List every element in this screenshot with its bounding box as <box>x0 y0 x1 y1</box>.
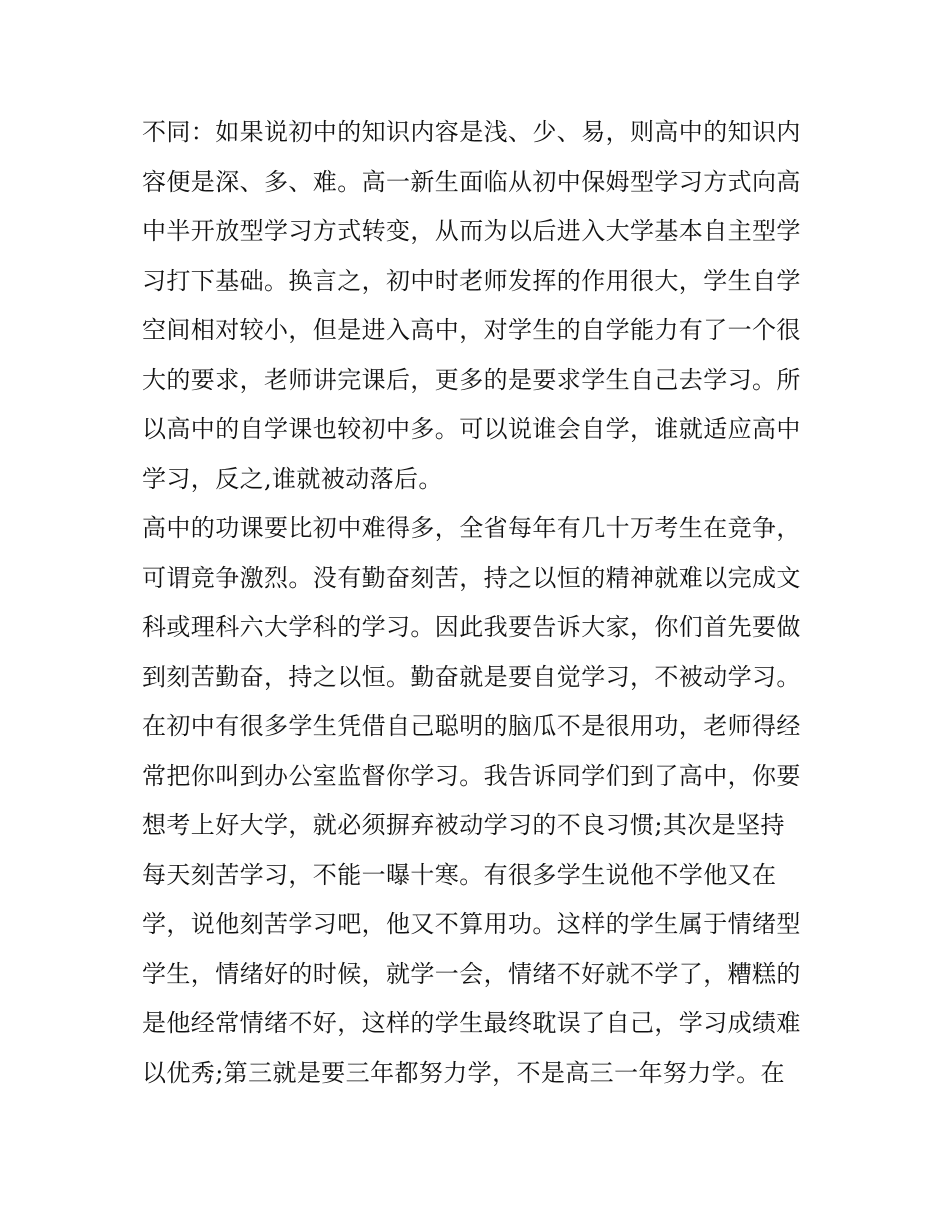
text-line: 以高中的自学课也较初中多。可以说谁会自学，谁就适应高中 <box>142 415 801 443</box>
text-line: 常把你叫到办公室监督你学习。我告诉同学们到了高中，你要 <box>142 761 801 790</box>
text-line: 想考上好大学，就必须摒弃被动学习的不良习惯;其次是坚持 <box>142 811 785 839</box>
text-line: 每天刻苦学习，不能一曝十寒。有很多学生说他不学他又在 <box>142 860 777 889</box>
body-text <box>142 108 822 1098</box>
text-line: 科或理科六大学科的学习。因此我要告诉大家，你们首先要做 <box>142 613 801 641</box>
text-line: 以优秀;第三就是要三年都努力学，不是高三一年努力学。在 <box>142 1058 785 1087</box>
text-line: 学，说他刻苦学习吧，他又不算用功。这样的学生属于情绪型 <box>142 910 801 938</box>
text-line: 学习，反之,谁就被动落后。 <box>142 464 443 493</box>
text-line: 不同：如果说初中的知识内容是浅、少、易，则高中的知识内 <box>142 118 801 146</box>
text-line: 在初中有很多学生凭借自己聪明的脑瓜不是很用功，老师得经 <box>142 712 801 740</box>
text-line: 可谓竞争激烈。没有勤奋刻苦，持之以恒的精神就难以完成文 <box>142 563 801 592</box>
text-line: 到刻苦勤奋，持之以恒。勤奋就是要自觉学习，不被动学习。 <box>142 662 801 691</box>
text-line: 大的要求，老师讲完课后，更多的是要求学生自己去学习。所 <box>142 365 801 394</box>
text-line: 容便是深、多、难。高一新生面临从初中保姆型学习方式向高 <box>142 167 801 196</box>
text-line: 高中的功课要比初中难得多，全省每年有几十万考生在竞争， <box>142 514 801 542</box>
text-line: 中半开放型学习方式转变，从而为以后进入大学基本自主型学 <box>142 217 801 245</box>
text-line: 学生，情绪好的时候，就学一会，情绪不好就不学了，糟糕的 <box>142 959 801 988</box>
text-line: 是他经常情绪不好，这样的学生最终耽误了自己，学习成绩难 <box>142 1009 801 1037</box>
text-line: 习打下基础。换言之，初中时老师发挥的作用很大，学生自学 <box>142 266 801 295</box>
text-line: 空间相对较小，但是进入高中，对学生的自学能力有了一个很 <box>142 316 801 344</box>
